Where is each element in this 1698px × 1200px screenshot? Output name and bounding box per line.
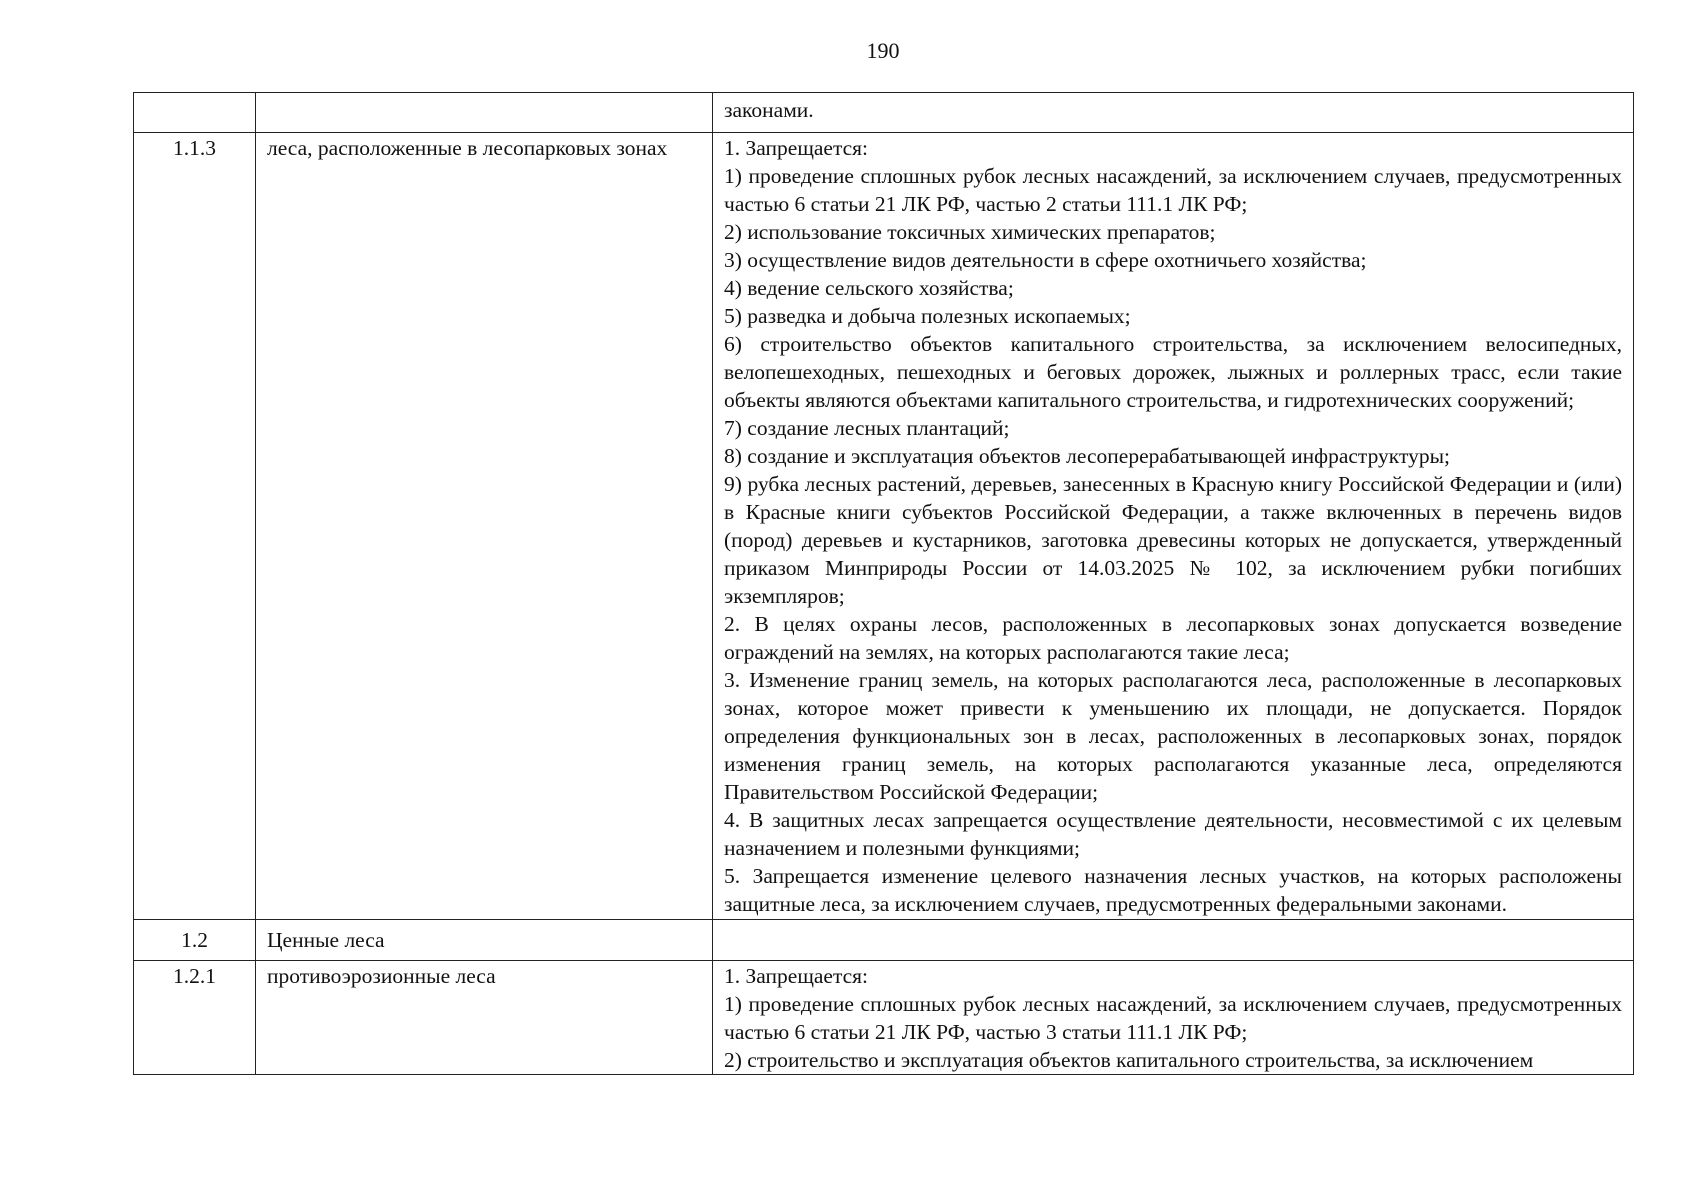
regime-paragraph: 1. Запрещается:	[724, 136, 869, 160]
regime-paragraph: 9) рубка лесных растений, деревьев, занесенных в Красную книгу Российской Федерации и (или) в Красные книги субъектов Российской Федерации, а также включенных в перечень видов (пород) деревьев и кустарников, заготовка древесины которых не допускается, утвержденный приказом Минприроды России от 14.03.2025 № 102, за исключением рубки погибших экземпляров;	[724, 472, 1622, 608]
regime-paragraph: 4) ведение сельского хозяйства;	[724, 276, 1014, 300]
regime-paragraph: 3) осуществление видов деятельности в сфере охотничьего хозяйства;	[724, 248, 1367, 272]
page-number: 190	[866, 38, 900, 63]
regime-paragraph: 1) проведение сплошных рубок лесных насаждений, за исключением случаев, предусмотренных частью 6 статьи 21 ЛК РФ, частью 2 статьи 111.1 ЛК РФ;	[724, 164, 1622, 216]
row-number-cell	[134, 93, 256, 133]
regime-paragraph: 5) разведка и добыча полезных ископаемых;	[724, 304, 1131, 328]
table-row-continuation	[134, 93, 1634, 133]
table-row-1-2-1	[134, 961, 1634, 1075]
forest-category-cell: Ценные леса	[256, 920, 713, 961]
regime-paragraph: 2. В целях охраны лесов, расположенных в лесопарковых зонах допускается возведение ограждений на землях, на которых располагаются такие леса;	[724, 612, 1622, 664]
regime-paragraph: 8) создание и эксплуатация объектов лесоперерабатывающей инфраструктуры;	[724, 444, 1450, 468]
regime-paragraph: законами.	[724, 98, 814, 122]
regime-paragraph: 5. Запрещается изменение целевого назначения лесных участков, на которых расположены защитные леса, за исключением случаев, предусмотренных федеральными законами.	[724, 864, 1622, 916]
table-row-1-1-3	[134, 133, 1634, 920]
regime-paragraph: 6) строительство объектов капитального строительства, за исключением велосипедных, велопешеходных, пешеходных и беговых дорожек, лыжных и роллерных трасс, если такие объекты являются объектами капитального строительства, и гидротехнических сооружений;	[724, 332, 1622, 412]
regime-text-cell	[713, 133, 1634, 920]
table-row-1-2	[134, 920, 1634, 961]
regime-text-cell	[713, 961, 1634, 1075]
forest-category-cell	[256, 93, 713, 133]
row-number-cell: 1.2.1	[134, 961, 256, 1075]
forest-category-cell: противоэрозионные леса	[256, 961, 713, 1075]
regime-text-cell	[713, 93, 1634, 133]
regime-paragraph: 3. Изменение границ земель, на которых располагаются леса, расположенные в лесопарковых зонах, которое может привести к уменьшению их площади, не допускается. Порядок определения функциональных зон в лесах, расположенных в лесопарковых зонах, порядок изменения границ земель, на которых располагаются указанные леса, определяются Правительством Российской Федерации;	[724, 668, 1622, 804]
regime-paragraph: 2) строительство и эксплуатация объектов капитального строительства, за исключением	[724, 1048, 1534, 1072]
regulations-table	[133, 92, 1634, 1075]
row-number-cell: 1.2	[134, 920, 256, 961]
row-number-cell: 1.1.3	[134, 133, 256, 920]
regime-paragraph: 1) проведение сплошных рубок лесных насаждений, за исключением случаев, предусмотренных частью 6 статьи 21 ЛК РФ, частью 3 статьи 111.1 ЛК РФ;	[724, 992, 1622, 1044]
regime-paragraph: 2) использование токсичных химических препаратов;	[724, 220, 1216, 244]
regime-paragraph: 1. Запрещается:	[724, 964, 869, 988]
forest-category-cell: леса, расположенные в лесопарковых зонах	[256, 133, 713, 920]
regime-paragraph: 4. В защитных лесах запрещается осуществление деятельности, несовместимой с их целевым назначением и полезными функциями;	[724, 808, 1622, 860]
regime-paragraph: 7) создание лесных плантаций;	[724, 416, 1010, 440]
regime-text-cell	[713, 920, 1634, 961]
